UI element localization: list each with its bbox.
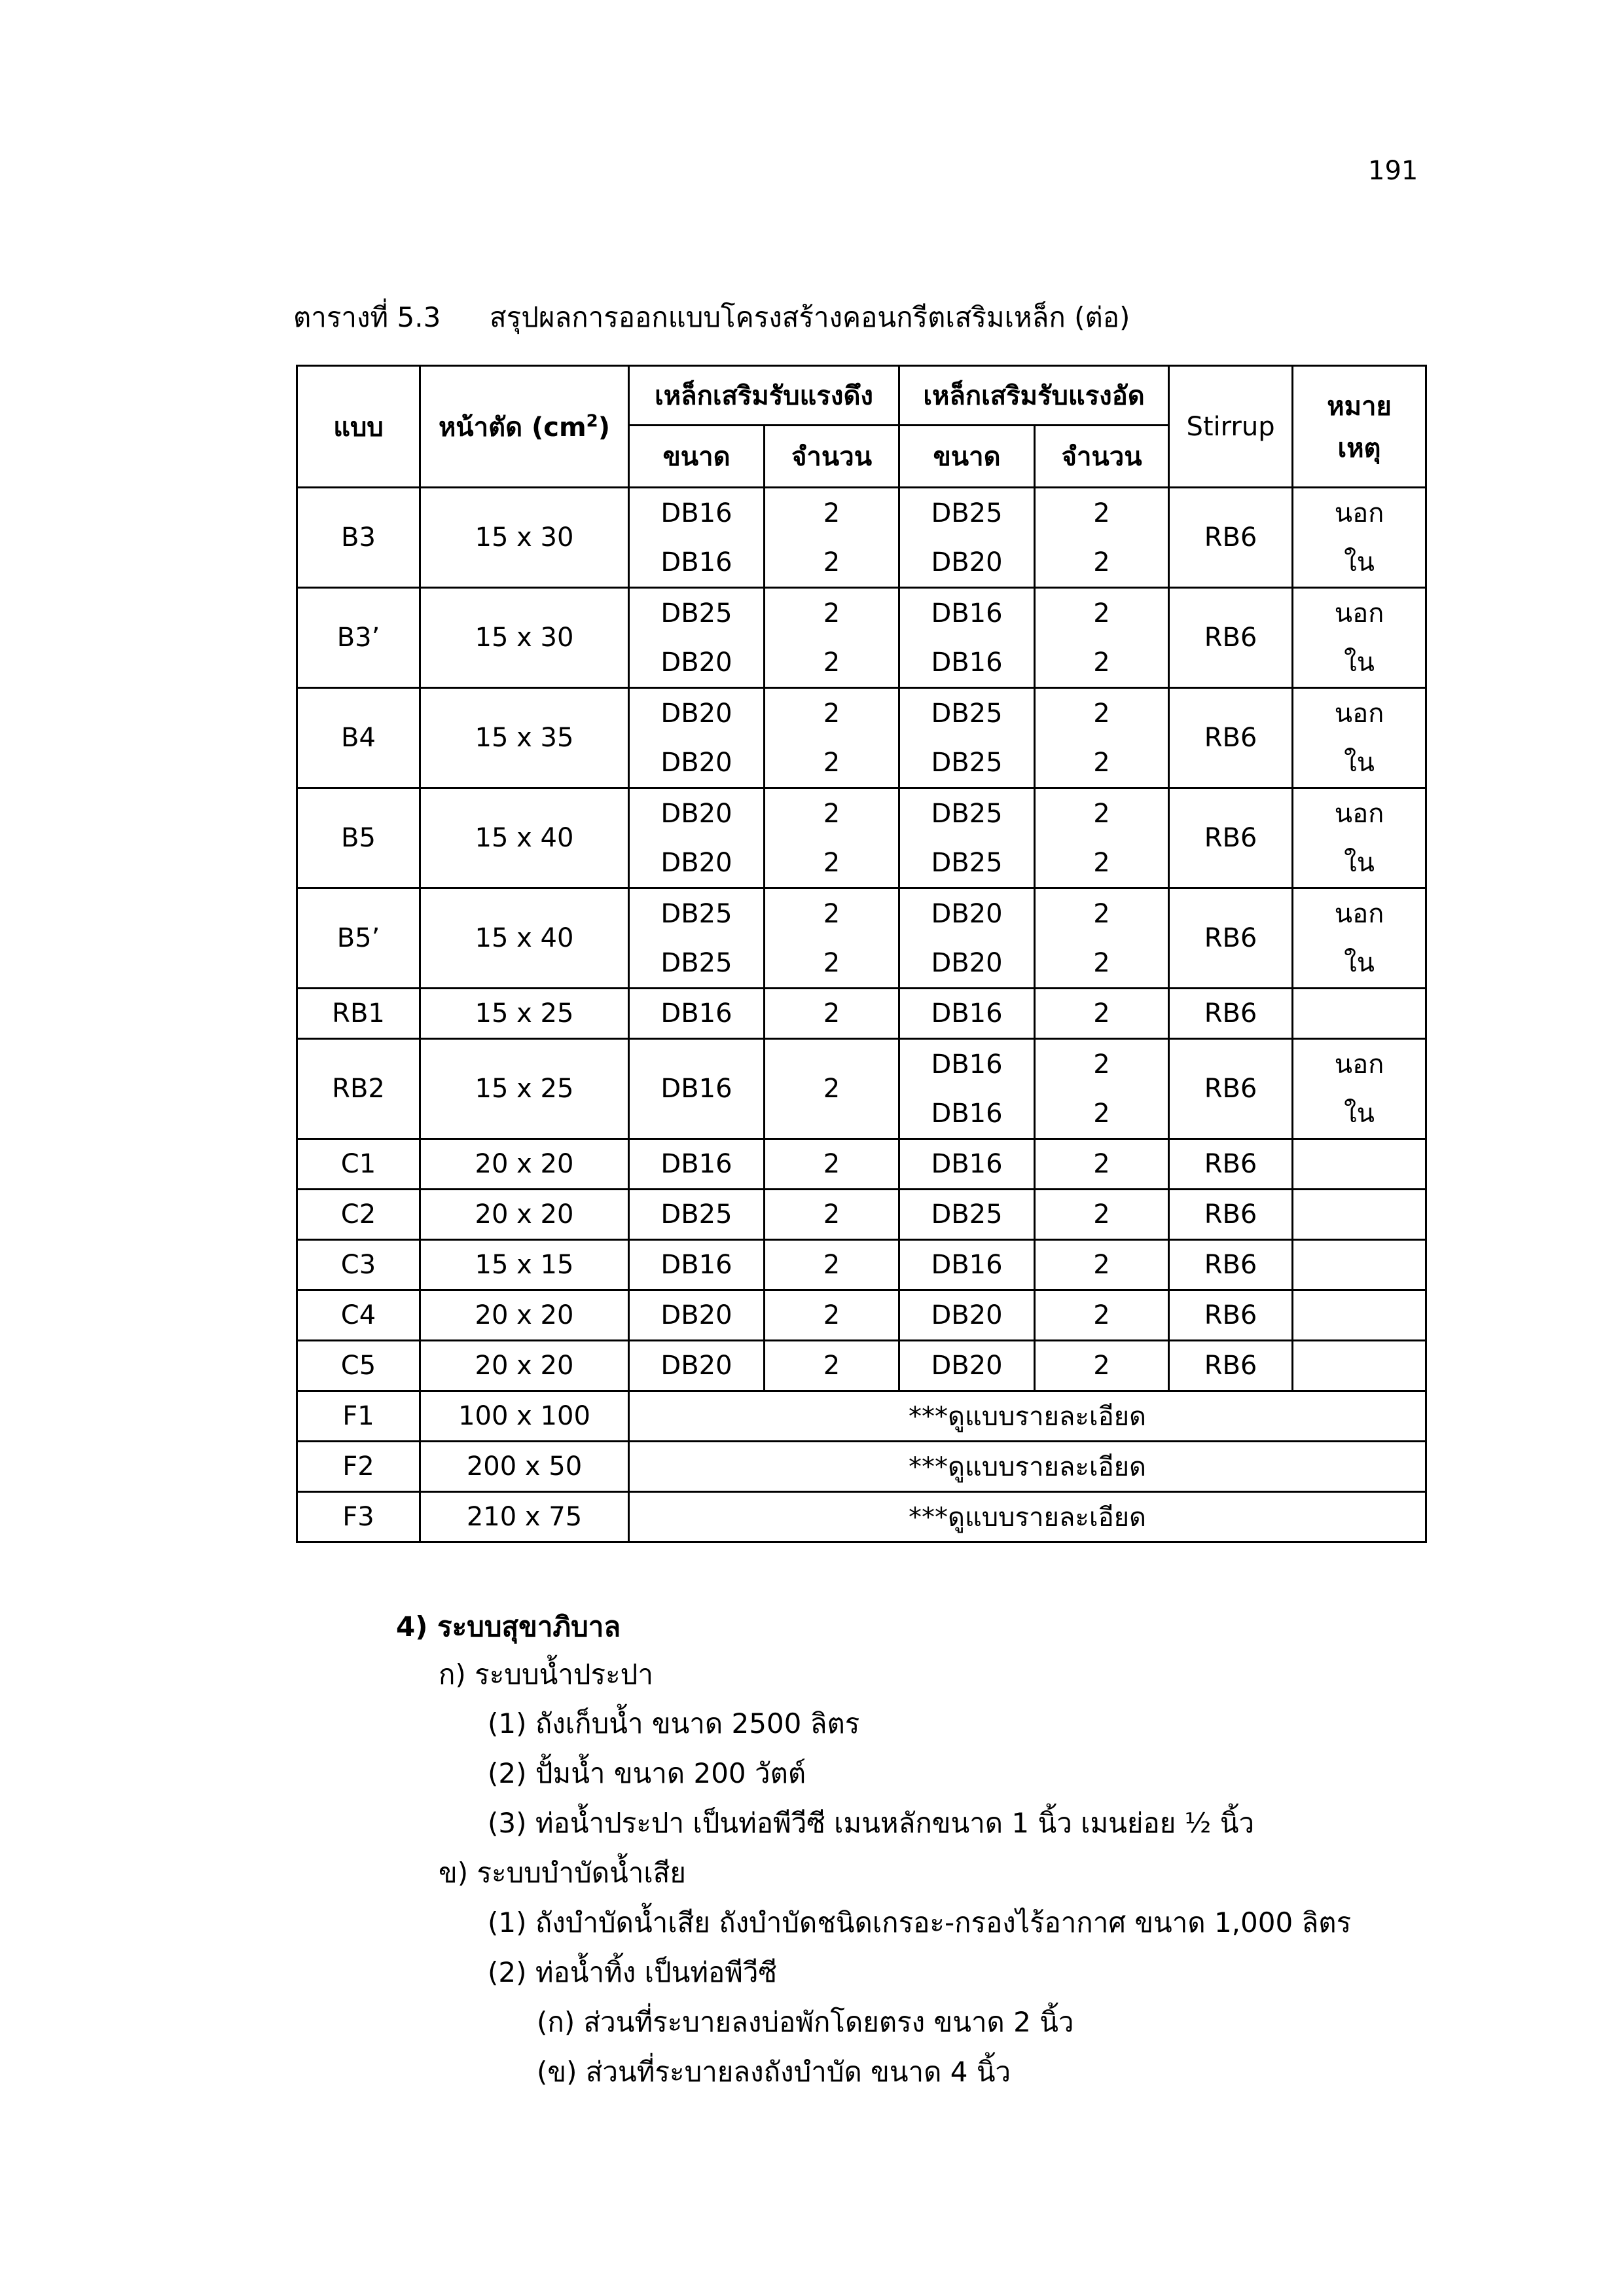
table-body [297,488,1426,1542]
cell-compression-count-line: 2 [1093,1049,1110,1080]
cell-tension-size: DB20 [629,1290,765,1341]
cell-tension-size: DB20 [629,1341,765,1391]
cell-note: ***ดูแบบรายละเอียด [629,1391,1426,1442]
water-supply-heading: ก) ระบบน้ำประปา [439,1658,653,1690]
sanitation-heading: 4) ระบบสุขาภิบาล [396,1611,621,1643]
cell-compression-size-line: DB25 [931,798,1003,829]
cell-section: 20 x 20 [420,1290,629,1341]
cell-tension-size [629,588,765,688]
cell-tension-count-line: 2 [823,947,840,978]
header-remark: หมาย เหตุ [1293,366,1426,488]
cell-tension-size: DB16 [629,1240,765,1290]
cell-remark-line: ใน [1344,547,1375,577]
cell-remark-line: นอก [1334,498,1384,528]
cell-tension-count-line: 2 [823,647,840,678]
header-section: หน้าตัด $(cm^2)$ [420,366,629,488]
cell-remark-line: ใน [1344,647,1375,678]
table-caption-title: สรุปผลการออกแบบโครงสร้างคอนกรีตเสริมเหล็ก (ต่อ) [490,301,1130,333]
cell-section: 15 x 25 [420,989,629,1039]
water-supply-item: (1) ถังเก็บน้ำ ขนาด 2500 ลิตร [488,1707,860,1740]
cell-tension-size-line: DB20 [660,798,732,829]
table-row [297,989,1426,1039]
cell-tension-count-line: 2 [823,547,840,577]
cell-section: 15 x 30 [420,488,629,588]
cell-type: C2 [297,1190,420,1240]
cell-compression-count [1035,1039,1169,1139]
cell-remark-line: ใน [1344,1098,1375,1129]
table-row [297,1391,1426,1442]
table-row [297,488,1426,588]
cell-compression-count [1035,788,1169,888]
cell-type: RB2 [297,1039,420,1139]
cell-type: F3 [297,1492,420,1542]
cell-compression-size: DB16 [899,1240,1035,1290]
cell-compression-count-line: 2 [1093,598,1110,629]
table-row [297,1240,1426,1290]
cell-remark-line: นอก [1334,898,1384,929]
cell-stirrup: RB6 [1169,1039,1293,1139]
wastewater-heading: ข) ระบบบำบัดน้ำเสีย [439,1857,686,1889]
cell-compression-size-line: DB25 [931,747,1003,778]
cell-compression-size: DB16 [899,989,1035,1039]
cell-compression-count [1035,888,1169,989]
cell-tension-size-line: DB20 [660,698,732,729]
cell-remark [1293,888,1426,989]
cell-compression-size-line: DB16 [931,1098,1003,1129]
cell-remark [1293,688,1426,788]
cell-compression-size-line: DB16 [931,598,1003,629]
cell-section: 210 x 75 [420,1492,629,1542]
header-type: แบบ [297,366,420,488]
cell-compression-size [899,788,1035,888]
cell-tension-count-line: 2 [823,798,840,829]
cell-compression-size-line: DB20 [931,547,1003,577]
cell-compression-size: DB16 [899,1139,1035,1190]
table-row [297,888,1426,989]
cell-compression-size: DB20 [899,1341,1035,1391]
page-number: 191 [1368,156,1418,186]
cell-stirrup: RB6 [1169,688,1293,788]
cell-remark-line: ใน [1344,947,1375,978]
cell-remark [1293,588,1426,688]
cell-stirrup: RB6 [1169,788,1293,888]
cell-tension-size-line: DB16 [660,547,732,577]
cell-section: 20 x 20 [420,1139,629,1190]
cell-stirrup: RB6 [1169,1190,1293,1240]
cell-section: 15 x 30 [420,588,629,688]
cell-compression-count [1035,488,1169,588]
cell-remark-line: นอก [1334,598,1384,629]
cell-compression-count-line: 2 [1093,1098,1110,1129]
table-caption [293,296,1130,339]
cell-tension-count-line: 2 [823,847,840,878]
header-compression-steel: เหล็กเสริมรับแรงอัด [899,366,1169,426]
cell-remark [1293,1190,1426,1240]
cell-type: RB1 [297,989,420,1039]
cell-stirrup: RB6 [1169,1240,1293,1290]
table-row [297,1290,1426,1341]
cell-tension-size-line: DB25 [660,947,732,978]
wastewater-item: (1) ถังบำบัดน้ำเสีย ถังบำบัดชนิดเกรอะ-กรองไร้อากาศ ขนาด 1,000 ลิตร [488,1906,1352,1939]
cell-stirrup: RB6 [1169,1290,1293,1341]
cell-compression-size-line: DB25 [931,847,1003,878]
cell-compression-size [899,1039,1035,1139]
cell-stirrup: RB6 [1169,588,1293,688]
cell-tension-size: DB16 [629,989,765,1039]
cell-tension-count: 2 [765,1290,899,1341]
cell-section: 15 x 25 [420,1039,629,1139]
cell-compression-size-line: DB25 [931,498,1003,528]
cell-tension-size: DB16 [629,1139,765,1190]
cell-note: ***ดูแบบรายละเอียด [629,1442,1426,1492]
cell-section: 15 x 40 [420,888,629,989]
cell-section: 15 x 15 [420,1240,629,1290]
cell-tension-count: 2 [765,1240,899,1290]
cell-type: C1 [297,1139,420,1190]
cell-compression-size [899,688,1035,788]
wastewater-item: (2) ท่อน้ำทิ้ง เป็นท่อพีวีซี [488,1956,778,1988]
cell-remark [1293,488,1426,588]
cell-remark [1293,989,1426,1039]
cell-compression-size [899,488,1035,588]
table-row [297,1039,1426,1139]
cell-compression-count-line: 2 [1093,547,1110,577]
cell-tension-count-line: 2 [823,698,840,729]
cell-compression-count [1035,588,1169,688]
cell-compression-count-line: 2 [1093,947,1110,978]
cell-tension-count: 2 [765,1139,899,1190]
cell-compression-size-line: DB20 [931,947,1003,978]
cell-compression-count-line: 2 [1093,647,1110,678]
cell-remark-line: ใน [1344,747,1375,778]
cell-compression-count-line: 2 [1093,698,1110,729]
cell-type: B5 [297,788,420,888]
cell-tension-count: 2 [765,989,899,1039]
cell-compression-size-line: DB16 [931,1049,1003,1080]
cell-note: ***ดูแบบรายละเอียด [629,1492,1426,1542]
cell-stirrup: RB6 [1169,888,1293,989]
cell-compression-count-line: 2 [1093,898,1110,929]
cell-section: 15 x 40 [420,788,629,888]
cell-remark-line: นอก [1334,698,1384,729]
rc-design-summary-table [296,365,1427,1543]
cell-type: F2 [297,1442,420,1492]
header-compression-count: จำนวน [1035,426,1169,488]
wastewater-subitem: (ข) ส่วนที่ระบายลงถังบำบัด ขนาด 4 นิ้ว [537,2056,1011,2088]
table-row [297,1190,1426,1240]
cell-remark-line: นอก [1334,798,1384,829]
cell-tension-size: DB16 [629,1039,765,1139]
cell-tension-count [765,788,899,888]
cell-compression-size-line: DB25 [931,698,1003,729]
table-row [297,588,1426,688]
cell-compression-count-line: 2 [1093,747,1110,778]
cell-type: C5 [297,1341,420,1391]
cell-stirrup: RB6 [1169,1139,1293,1190]
cell-remark-line: นอก [1334,1049,1384,1080]
header-compression-size: ขนาด [899,426,1035,488]
cell-type: C4 [297,1290,420,1341]
table-row [297,1442,1426,1492]
cell-tension-count-line: 2 [823,898,840,929]
cell-stirrup: RB6 [1169,989,1293,1039]
cell-compression-count-line: 2 [1093,798,1110,829]
cell-tension-count-line: 2 [823,498,840,528]
cell-type: B3’ [297,588,420,688]
cell-tension-count: 2 [765,1190,899,1240]
cell-compression-count: 2 [1035,1139,1169,1190]
cell-tension-size: DB25 [629,1190,765,1240]
cell-compression-size [899,888,1035,989]
cell-type: C3 [297,1240,420,1290]
cell-tension-count-line: 2 [823,747,840,778]
cell-remark [1293,788,1426,888]
cell-tension-size-line: DB25 [660,598,732,629]
header-tension-count: จำนวน [765,426,899,488]
table-row [297,1492,1426,1542]
table-caption-label: ตารางที่ 5.3 [293,301,441,333]
cell-tension-size-line: DB20 [660,647,732,678]
table-row [297,1341,1426,1391]
water-supply-item: (2) ปั้มน้ำ ขนาด 200 วัตต์ [488,1757,806,1789]
cell-compression-count: 2 [1035,1190,1169,1240]
cell-section: 100 x 100 [420,1391,629,1442]
cell-remark [1293,1341,1426,1391]
cell-compression-size-line: DB20 [931,898,1003,929]
cell-compression-count-line: 2 [1093,847,1110,878]
cell-tension-count: 2 [765,1039,899,1139]
header-stirrup: Stirrup [1169,366,1293,488]
cell-tension-count [765,488,899,588]
header-tension-size: ขนาด [629,426,765,488]
table-row [297,1139,1426,1190]
cell-compression-size: DB25 [899,1190,1035,1240]
table-row [297,688,1426,788]
cell-compression-size [899,588,1035,688]
cell-tension-size [629,888,765,989]
cell-type: B4 [297,688,420,788]
cell-type: B5’ [297,888,420,989]
cell-remark [1293,1039,1426,1139]
header-tension-steel: เหล็กเสริมรับแรงดึง [629,366,899,426]
cell-section: 15 x 35 [420,688,629,788]
wastewater-subitem: (ก) ส่วนที่ระบายลงบ่อพักโดยตรง ขนาด 2 นิ้ว [537,2006,1074,2038]
cell-tension-size [629,788,765,888]
cell-compression-count: 2 [1035,1240,1169,1290]
cell-section: 200 x 50 [420,1442,629,1492]
cell-compression-count: 2 [1035,1341,1169,1391]
cell-remark [1293,1240,1426,1290]
table-row [297,788,1426,888]
cell-tension-count [765,688,899,788]
cell-compression-count-line: 2 [1093,498,1110,528]
cell-tension-size-line: DB20 [660,847,732,878]
cell-tension-count-line: 2 [823,598,840,629]
cell-tension-size [629,488,765,588]
water-supply-item: (3) ท่อน้ำประปา เป็นท่อพีวีซี เมนหลักขนาด 1 นิ้ว เมนย่อย ½ นิ้ว [488,1807,1255,1839]
cell-type: B3 [297,488,420,588]
cell-compression-count: 2 [1035,1290,1169,1341]
cell-tension-size-line: DB25 [660,898,732,929]
cell-tension-count [765,888,899,989]
cell-compression-size: DB20 [899,1290,1035,1341]
cell-section: 20 x 20 [420,1341,629,1391]
cell-type: F1 [297,1391,420,1442]
cell-compression-size-line: DB16 [931,647,1003,678]
cell-stirrup: RB6 [1169,1341,1293,1391]
cell-remark-line: ใน [1344,847,1375,878]
cell-compression-count [1035,688,1169,788]
cell-section: 20 x 20 [420,1190,629,1240]
cell-compression-count: 2 [1035,989,1169,1039]
cell-stirrup: RB6 [1169,488,1293,588]
cell-tension-size-line: DB20 [660,747,732,778]
cell-remark [1293,1139,1426,1190]
cell-remark [1293,1290,1426,1341]
cell-tension-count: 2 [765,1341,899,1391]
cell-tension-size-line: DB16 [660,498,732,528]
cell-tension-count [765,588,899,688]
cell-tension-size [629,688,765,788]
